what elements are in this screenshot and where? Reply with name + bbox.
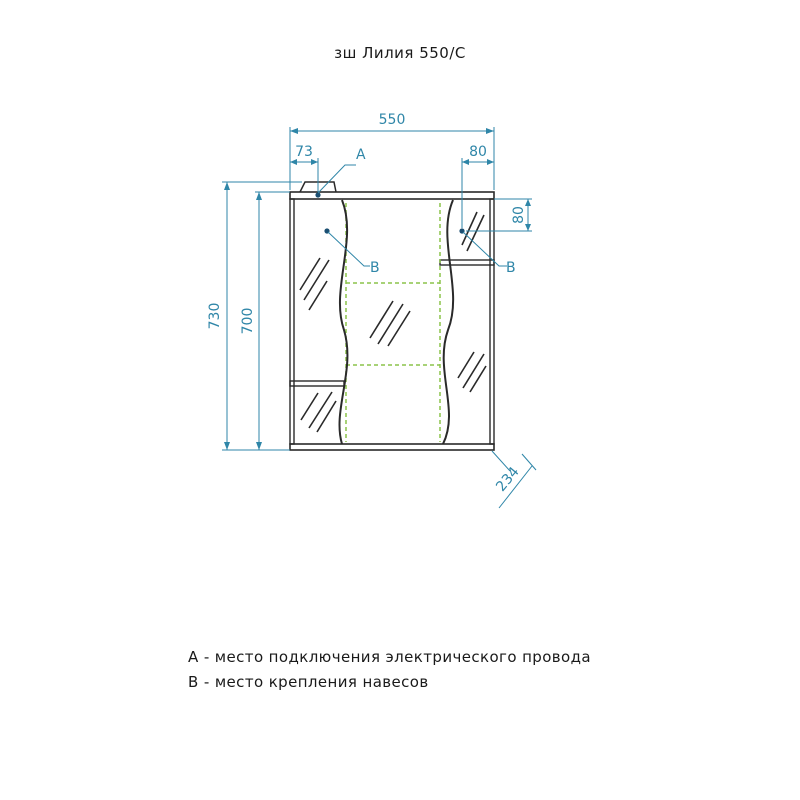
dim-body-height: 700: [240, 307, 256, 335]
mirror-hatches: [300, 212, 486, 432]
top-board: [290, 192, 494, 199]
wavy-door-edges: [339, 200, 453, 444]
dim-left-offset: 73: [295, 144, 313, 160]
bottom-board: [290, 444, 494, 450]
legend-item-b: В - место крепления навесов: [188, 673, 429, 691]
drawing-title: зш Лилия 550/С: [334, 44, 466, 62]
dimension-labels: [207, 112, 527, 495]
dim-overall-width: 550: [378, 112, 406, 128]
dim-depth: 234: [493, 464, 523, 495]
dim-overall-height: 730: [207, 302, 223, 330]
dim-right-offset: 80: [469, 144, 487, 160]
left-shelf: [290, 381, 344, 386]
right-shelf: [440, 260, 494, 265]
dim-right-vertical: 80: [511, 206, 527, 224]
right-wave: [443, 200, 453, 444]
right-side-panel: [490, 199, 494, 444]
callout-b-left: B: [370, 260, 380, 276]
legend-item-a: А - место подключения электрического провода: [188, 648, 591, 666]
hidden-inner-frame: [346, 203, 440, 442]
callout-b-right: B: [506, 260, 516, 276]
callout-a: A: [356, 147, 366, 163]
point-a: [315, 192, 320, 197]
dimension-lines: [222, 127, 536, 508]
left-side-panel: [290, 199, 294, 444]
